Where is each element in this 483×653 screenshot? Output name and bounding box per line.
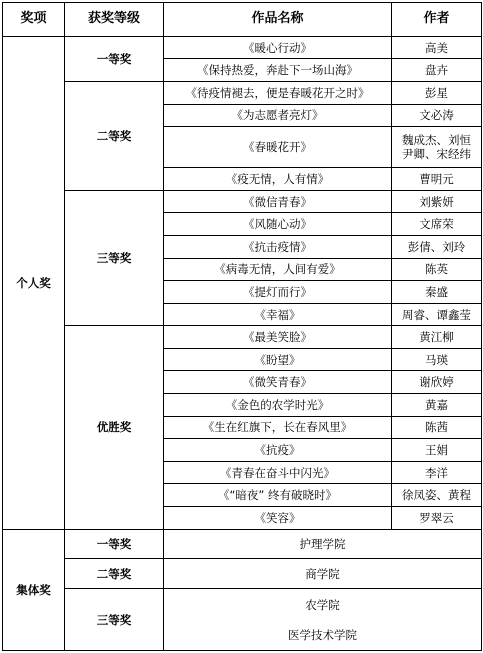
author-cell: 魏成杰、刘恒 尹卿、宋经纬 bbox=[392, 127, 482, 168]
work-title-cell: 《生在红旗下，长在春风里》 bbox=[164, 416, 392, 439]
work-title-cell: 《疫无情，人有情》 bbox=[164, 168, 392, 191]
author-cell: 徐凤姿、黄程 bbox=[392, 484, 482, 507]
work-title-cell: 《保持热爱，奔赴下一场山海》 bbox=[164, 59, 392, 82]
table-row bbox=[3, 326, 482, 349]
category-cell-individual: 个人奖 bbox=[3, 36, 65, 529]
winner-name: 商学院 bbox=[305, 566, 340, 581]
author-cell: 黄嘉 bbox=[392, 394, 482, 417]
author-cell: 彭倩、刘玲 bbox=[392, 235, 482, 258]
author-cell: 谢欣婷 bbox=[392, 371, 482, 394]
level-cell: 一等奖 bbox=[65, 529, 164, 559]
table-row bbox=[3, 190, 482, 213]
category-cell-collective: 集体奖 bbox=[3, 529, 65, 651]
author-cell: 高美 bbox=[392, 36, 482, 59]
winner-cell bbox=[164, 559, 482, 589]
work-title-cell: 《为志愿者亮灯》 bbox=[164, 104, 392, 127]
work-title-cell: 《微信青春》 bbox=[164, 190, 392, 213]
author-cell: 陈英 bbox=[392, 258, 482, 281]
author-cell: 刘紫妍 bbox=[392, 190, 482, 213]
level-cell: 三等奖 bbox=[65, 589, 164, 651]
level-cell: 一等奖 bbox=[65, 36, 164, 81]
author-cell: 李洋 bbox=[392, 461, 482, 484]
author-cell: 罗翠云 bbox=[392, 506, 482, 529]
work-title-cell: 《风随心动》 bbox=[164, 213, 392, 236]
author-cell: 王娟 bbox=[392, 439, 482, 462]
author-cell: 曹明元 bbox=[392, 168, 482, 191]
header-level: 获奖等级 bbox=[65, 3, 164, 37]
work-title-cell: 《笑容》 bbox=[164, 506, 392, 529]
author-cell: 彭星 bbox=[392, 82, 482, 105]
work-title-cell: 《盼望》 bbox=[164, 348, 392, 371]
author-cell: 周睿、谭鑫莹 bbox=[392, 303, 482, 326]
work-title-cell: 《“暗夜” 终有破晓时》 bbox=[164, 484, 392, 507]
level-cell: 二等奖 bbox=[65, 559, 164, 589]
awards-table bbox=[2, 2, 482, 651]
table-row bbox=[3, 559, 482, 589]
winner-name: 农学院 bbox=[305, 597, 340, 612]
work-title-cell: 《金色的农学时光》 bbox=[164, 394, 392, 417]
work-title-cell: 《幸福》 bbox=[164, 303, 392, 326]
table-row bbox=[3, 36, 482, 59]
table-row bbox=[3, 529, 482, 559]
awards-table-body bbox=[3, 3, 482, 651]
work-title-cell: 《最美笑脸》 bbox=[164, 326, 392, 349]
work-title-cell: 《提灯而行》 bbox=[164, 281, 392, 304]
author-cell: 文席荣 bbox=[392, 213, 482, 236]
work-title-cell: 《微笑青春》 bbox=[164, 371, 392, 394]
work-title-cell: 《暖心行动》 bbox=[164, 36, 392, 59]
level-cell: 优胜奖 bbox=[65, 326, 164, 529]
level-cell: 二等奖 bbox=[65, 82, 164, 191]
header-work: 作品名称 bbox=[164, 3, 392, 37]
author-cell: 陈茜 bbox=[392, 416, 482, 439]
author-cell: 文必涛 bbox=[392, 104, 482, 127]
header-category: 奖项 bbox=[3, 3, 65, 37]
winner-cell bbox=[164, 589, 482, 651]
header-author: 作者 bbox=[392, 3, 482, 37]
winner-cell bbox=[164, 529, 482, 559]
work-title-cell: 《青春在奋斗中闪光》 bbox=[164, 461, 392, 484]
table-row bbox=[3, 82, 482, 105]
header-row bbox=[3, 3, 482, 37]
work-title-cell: 《待疫情褪去，便是春暖花开之时》 bbox=[164, 82, 392, 105]
winner-name: 护理学院 bbox=[299, 536, 346, 551]
work-title-cell: 《抗击疫情》 bbox=[164, 235, 392, 258]
work-title-cell: 《抗疫》 bbox=[164, 439, 392, 462]
work-title-cell: 《病毒无情，人间有爱》 bbox=[164, 258, 392, 281]
author-cell: 马瑛 bbox=[392, 348, 482, 371]
work-title-cell: 《春暖花开》 bbox=[164, 127, 392, 168]
author-cell: 秦盛 bbox=[392, 281, 482, 304]
author-cell: 盘卉 bbox=[392, 59, 482, 82]
table-row bbox=[3, 589, 482, 651]
author-cell: 黄江柳 bbox=[392, 326, 482, 349]
level-cell: 三等奖 bbox=[65, 190, 164, 325]
winner-name: 医学技术学院 bbox=[288, 627, 357, 642]
